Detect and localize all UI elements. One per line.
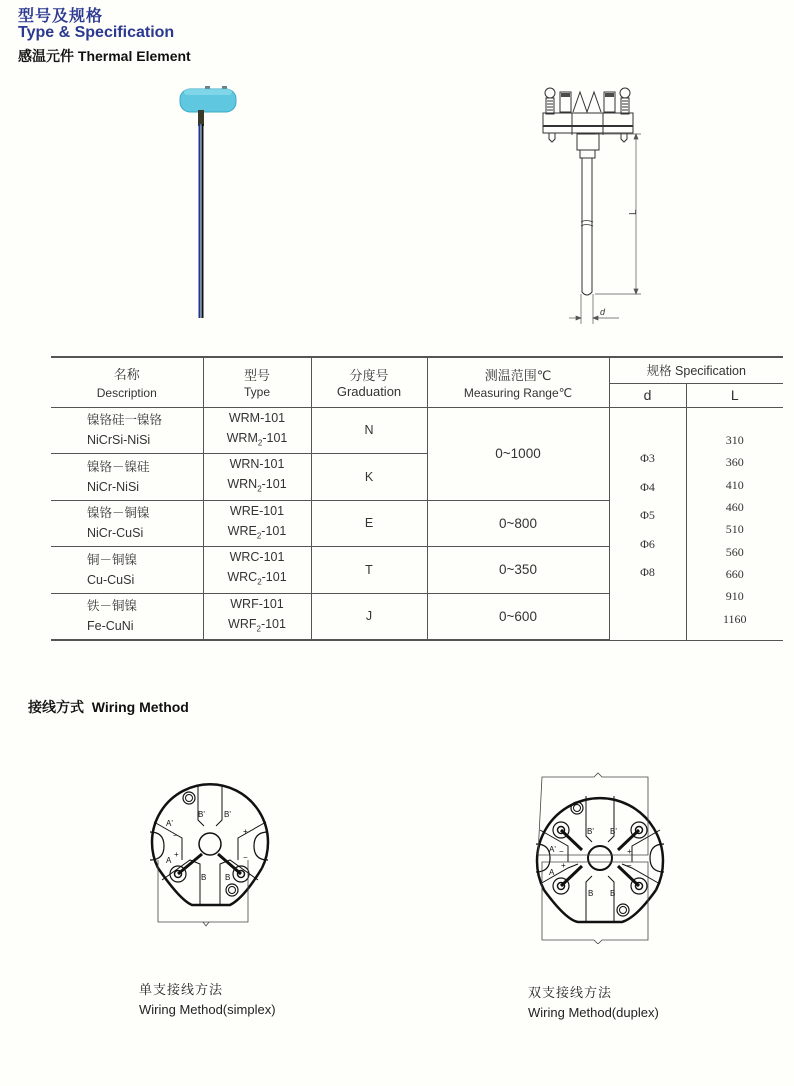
d-value: Φ8 <box>640 565 655 580</box>
duplex-caption-en: Wiring Method(duplex) <box>528 1005 659 1020</box>
screw-right-icon <box>620 88 630 98</box>
svg-text:A': A' <box>166 819 173 828</box>
page-title-cn: 型号及规格 <box>18 8 104 25</box>
type-cell: WRF-101 $WRF_2-101$ <box>203 593 311 640</box>
terminal-screw-icon <box>553 866 582 894</box>
svg-text:B: B <box>201 873 207 882</box>
terminal-block-outline <box>537 798 663 890</box>
range-cell: 0~600 <box>427 593 609 640</box>
svg-text:−: − <box>559 847 564 856</box>
length-label: L <box>628 209 639 215</box>
duplex-caption-cn: 双支接线方法 <box>528 985 613 1000</box>
d-values-cell <box>609 407 686 640</box>
description-cell: 镍铬－铜镍 NiCr-CuSi <box>51 500 203 547</box>
d-value: Φ6 <box>640 536 655 551</box>
type-cell: WRC-101 $WRC_2-101$ <box>203 547 311 594</box>
svg-text:−: − <box>173 831 178 840</box>
connection-bracket-top <box>538 773 648 855</box>
description-cell: 镍铬－镍硅 NiCr-NiSi <box>51 454 203 501</box>
L-value: 510 <box>725 522 744 537</box>
svg-text:−: − <box>627 861 632 870</box>
svg-text:B': B' <box>224 810 231 819</box>
header-graduation: 分度号 Graduation <box>311 357 427 407</box>
L-value: 410 <box>725 477 744 492</box>
terminal-screw-icon <box>618 866 647 894</box>
thermal-element-photo <box>170 80 240 325</box>
specification-table <box>51 356 783 641</box>
svg-text:B: B <box>588 889 594 898</box>
d-value: Φ4 <box>640 479 655 494</box>
svg-text:+: + <box>627 847 632 856</box>
screw-left-icon <box>545 88 555 98</box>
simplex-caption <box>139 979 276 1017</box>
description-cell: 铜－铜镍 Cu-CuSi <box>51 547 203 594</box>
mounting-hole-icon <box>617 904 629 916</box>
svg-text:B': B' <box>610 827 617 836</box>
L-value: 560 <box>725 544 744 559</box>
svg-text:B': B' <box>587 827 594 836</box>
duplex-wiring-diagram <box>530 772 670 944</box>
d-value: Φ5 <box>640 508 655 523</box>
header-type: 型号 Type <box>203 357 311 407</box>
header-d: d <box>609 383 686 407</box>
thermal-element-drawing <box>535 80 655 325</box>
d-value: Φ3 <box>640 451 655 466</box>
svg-text:B: B <box>225 873 231 882</box>
svg-text:A: A <box>549 868 555 877</box>
type-cell: WRE-101 $WRE_2-101$ <box>203 500 311 547</box>
simplex-wiring-diagram <box>140 770 275 932</box>
L-value: 1160 <box>722 611 747 626</box>
center-hole-icon <box>199 833 221 855</box>
description-cell: 镍铬硅一镍铬 NiCrSi-NiSi <box>51 407 203 454</box>
graduation-cell: K <box>311 454 427 501</box>
L-value: 310 <box>725 433 744 448</box>
L-value: 910 <box>725 589 744 604</box>
svg-text:−: − <box>243 853 248 862</box>
mounting-hole-icon <box>183 792 195 804</box>
graduation-cell: J <box>311 593 427 640</box>
mounting-hole-icon <box>226 884 238 896</box>
sensor-collar <box>198 110 204 126</box>
L-value: 460 <box>725 500 744 515</box>
section-title-wiring-method: 接线方式 Wiring Method <box>28 699 189 715</box>
table-row <box>51 407 783 454</box>
graduation-cell: E <box>311 500 427 547</box>
graduation-cell: N <box>311 407 427 454</box>
range-cell: 0~1000 <box>427 407 609 500</box>
type-cell: WRM-101 $WRM_2-101$ <box>203 407 311 454</box>
section-title-thermal-element: 感温元件 Thermal Element <box>18 48 191 64</box>
graduation-cell: T <box>311 547 427 594</box>
type-cell: WRN-101 $WRN_2-101$ <box>203 454 311 501</box>
svg-text:+: + <box>174 850 179 859</box>
svg-text:+: + <box>561 861 566 870</box>
svg-text:B': B' <box>198 810 205 819</box>
L-value: 360 <box>725 455 744 470</box>
simplex-caption-cn: 单支接线方法 <box>139 982 224 997</box>
header-specification: 规格 Specification <box>609 357 783 383</box>
header-description: 名称 Description <box>51 357 203 407</box>
header-L: L <box>686 383 783 407</box>
range-cell: 0~350 <box>427 547 609 594</box>
L-values-cell <box>686 407 783 640</box>
center-hole-icon <box>588 846 612 870</box>
svg-text:A': A' <box>549 845 556 854</box>
range-cell: 0~800 <box>427 500 609 547</box>
svg-text:B: B <box>610 889 616 898</box>
header-measuring-range: 测温范围℃ Measuring Range℃ <box>427 357 609 407</box>
duplex-caption <box>528 982 659 1020</box>
svg-text:+: + <box>243 827 248 836</box>
simplex-caption-en: Wiring Method(simplex) <box>139 1002 276 1017</box>
svg-text:A: A <box>166 856 172 865</box>
page-title-en: Type & Specification <box>18 24 175 41</box>
L-value: 660 <box>725 566 744 581</box>
diameter-label: d <box>600 307 606 317</box>
description-cell: 铁－铜镍 Fe-CuNi <box>51 593 203 640</box>
